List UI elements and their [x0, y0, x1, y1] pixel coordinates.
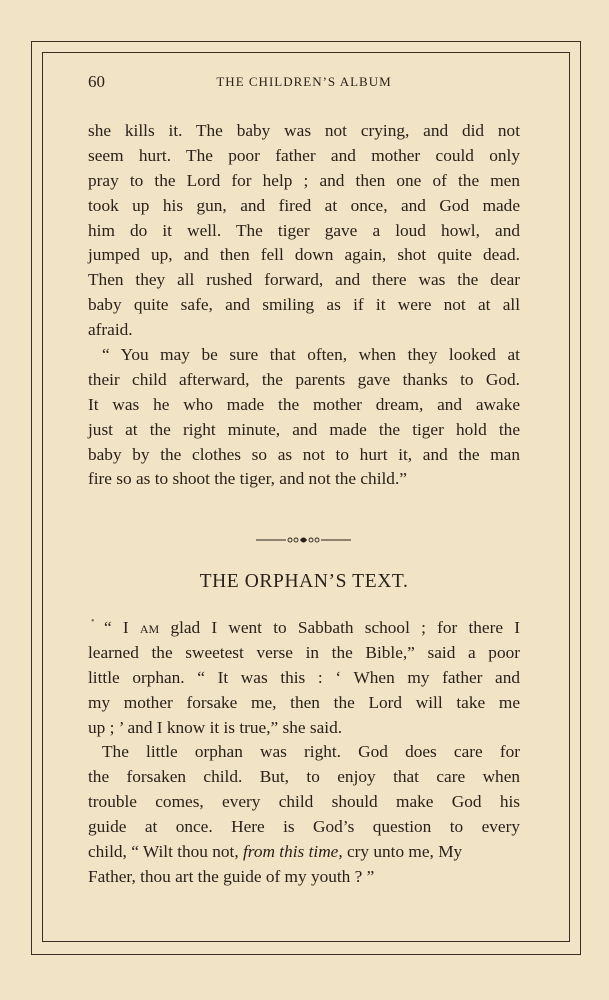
text-line: Father, thou art the guide of my youth ? ”	[88, 866, 375, 886]
page-number: 60	[88, 72, 105, 91]
text-line: seem hurt. The poor father and mother could only	[88, 145, 520, 165]
text-line: took up his gun, and fired at once, and God made	[88, 195, 520, 215]
text-line: the forsaken child. But, to enjoy that care when	[88, 767, 520, 787]
section-divider-ornament	[256, 534, 351, 546]
text-line: up ; ’ and I know it is true,” she said.	[88, 717, 343, 737]
text-line: pray to the Lord for help ; and then one of the men	[88, 170, 520, 190]
text-line: my mother forsake me, then the Lord will take me	[88, 692, 520, 712]
text-line: she kills it. The baby was not crying, and did not	[88, 121, 520, 140]
section-title: THE ORPHAN’S TEXT.	[199, 571, 409, 592]
orphans-text-body	[88, 616, 520, 890]
running-title: THE CHILDREN’S ALBUM	[216, 74, 392, 89]
text-line: baby by the clothes so as not to hurt it, and the man	[88, 444, 520, 464]
running-head	[88, 72, 520, 98]
text-line: “ I am glad I went to Sabbath school ; for there I	[104, 618, 520, 637]
text-line: him do it well. The tiger gave a loud howl, and	[88, 220, 520, 240]
text-line: their child afterward, the parents gave thanks to God.	[88, 369, 520, 389]
text-line: Then they all rushed forward, and there was the dear	[88, 270, 520, 290]
text-line: just at the right minute, and made the tiger hold the	[88, 419, 520, 439]
text-line: trouble comes, every child should make God his	[88, 792, 520, 812]
text-line: “ You may be sure that often, when they looked at	[102, 345, 520, 365]
printer-mark: •	[91, 616, 95, 627]
text-line: jumped up, and then fell down again, shot quite dead.	[88, 245, 520, 265]
text-line: child, “ Wilt thou not, from this time, cry unto me, My	[88, 842, 463, 862]
text-line: guide at once. Here is God’s question to every	[88, 817, 520, 837]
text-line: fire so as to shoot the tiger, and not the child.”	[88, 469, 407, 489]
story-continuation	[88, 119, 520, 492]
text-line: The little orphan was right. God does care for	[102, 742, 520, 762]
text-line: baby quite safe, and smiling as if it were not at all	[88, 295, 520, 315]
text-line: little orphan. “ It was this : ‘ When my father and	[88, 667, 520, 687]
text-line: learned the sweetest verse in the Bible,” said a poor	[88, 642, 520, 662]
text-line: It was he who made the mother dream, and awake	[88, 394, 520, 414]
text-line: afraid.	[88, 320, 133, 340]
